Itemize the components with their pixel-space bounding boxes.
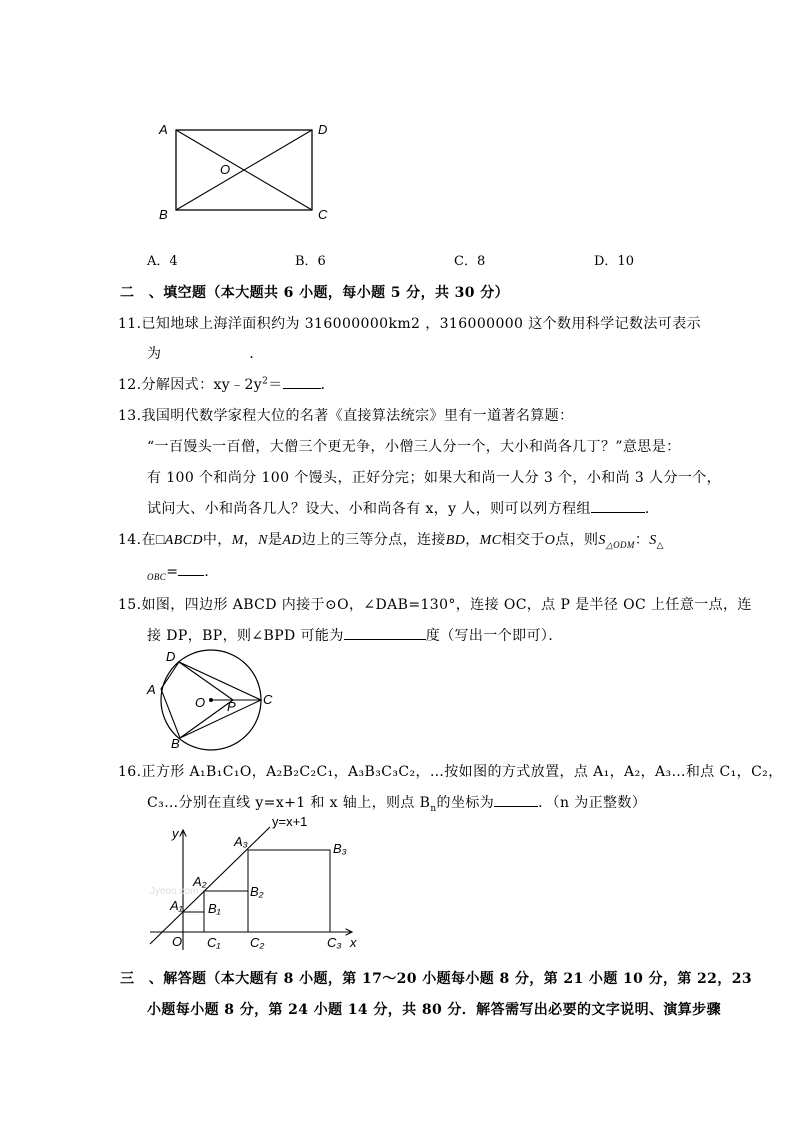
section2-title: 二 、填空题（本大题共 6 小题，每小题 5 分，共 30 分）: [120, 285, 510, 301]
label-B3: B₃: [333, 841, 347, 856]
label-B-circle: B: [171, 736, 180, 751]
q16-end: ．（n 为正整数）: [538, 795, 647, 811]
q14-m: M: [231, 533, 244, 548]
section3-line1: 三 、解答题（本大题有 8 小题，第 17～20 小题每小题 8 分，第 21 小题 10 分，第 22，23: [120, 971, 752, 987]
q16-text: C₃…分别在直线 y=x+1 和 x 轴上，则点 B: [147, 795, 431, 811]
q14-s1-sub: △ODM: [605, 539, 635, 550]
q14-p3: 是: [267, 532, 283, 548]
q14-eq: =: [166, 564, 179, 580]
label-A1: A₁: [170, 898, 183, 913]
q14-o: O: [544, 533, 556, 548]
q13-end: ．: [644, 501, 660, 517]
label-P-circle: P: [227, 699, 236, 714]
q14-s2: S: [649, 533, 657, 548]
q13-line3: 有 100 个和尚分 100 个馒头，正好分完；如果大和尚一人分 3 个，小和尚 3 人分一个，: [147, 470, 722, 486]
label-C3: C₃: [327, 935, 342, 950]
option-d[interactable]: D．10: [594, 254, 634, 269]
label-O-circle: O: [195, 695, 206, 710]
q11-end: ．: [249, 346, 264, 362]
label-B: B: [159, 207, 168, 222]
label-A2: A₂: [193, 874, 207, 889]
q14-n: N: [258, 533, 268, 548]
label-B2: B₂: [250, 884, 264, 899]
label-C2: C₂: [250, 935, 265, 950]
q14-c2: ，: [465, 532, 480, 548]
q13-line2: “一百馒头一百僧，大僧三个更无争，小僧三人分一个，大小和尚各几丁？”意思是：: [147, 439, 681, 455]
q15-line1: 15.如图，四边形 ABCD 内接于⊙O，∠DAB=130°，连接 OC，点 P 是半径 OC 上任意一点，连: [118, 597, 752, 613]
label-A: A: [159, 122, 168, 137]
q15-text: 接 DP，BP，则∠BPD 可能为: [147, 628, 344, 644]
label-B1: B₁: [208, 901, 221, 916]
q12-eq: ＝: [268, 377, 283, 393]
q13-text: 试问大、小和尚各几人？设大、小和尚各有 x，y 人，则可以列方程组: [147, 501, 591, 517]
option-b[interactable]: B．6: [295, 254, 326, 269]
label-O: O: [220, 162, 231, 177]
option-a[interactable]: A．4: [147, 254, 178, 269]
q14-s2-sub2: OBC: [147, 571, 167, 582]
q13-line1: 13.我国明代数学家程大位的名著《直接算法统宗》里有一道著名算题：: [118, 408, 574, 424]
label-y-axis: y: [172, 826, 179, 841]
q11-line1: 11.已知地球上海洋面积约为 316000000km2 ，316000000 这个数用科学记数法可表示: [118, 316, 702, 332]
q12-end: ．: [320, 377, 336, 393]
q14-s2-sub1: △: [656, 540, 664, 551]
q16-text2: 的坐标为: [436, 795, 495, 811]
q15-end: 度（写出一个即可）．: [425, 628, 563, 644]
q14-s1: S: [598, 533, 606, 548]
q14-p5: 相交于: [501, 532, 545, 548]
label-A-circle: A: [147, 682, 156, 697]
label-line-eq: y=x+1: [272, 814, 308, 829]
section3-line2: 小题每小题 8 分，第 24 小题 14 分，共 80 分．解答需写出必要的文字说明、演算步骤: [147, 1002, 721, 1018]
q14-p1: 14.在: [118, 532, 156, 548]
label-C: C: [318, 207, 328, 222]
q14-mc: MC: [479, 533, 502, 548]
q14-end: ．: [204, 564, 219, 580]
square-1: [183, 912, 204, 932]
label-D-circle: D: [166, 649, 176, 664]
q14-c1: ，: [243, 532, 259, 548]
q14-ad: AD: [282, 533, 302, 548]
label-C-circle: C: [263, 692, 273, 707]
q12-sup: 2: [262, 376, 269, 387]
label-D: D: [318, 122, 328, 137]
q14-p4: 边上的三等分点，连接: [301, 532, 446, 548]
q16-sub: n: [430, 803, 437, 814]
watermark: Jyeoo.com: [150, 886, 199, 897]
label-O-origin: O: [172, 934, 183, 949]
label-A3: A₃: [234, 834, 248, 849]
q14-p6: 点，则: [555, 532, 599, 548]
q12-prefix: 12.分解因式：xy﹣2y: [118, 377, 263, 393]
q14-parallelogram: □ABCD: [155, 533, 203, 548]
option-c[interactable]: C．8: [454, 254, 486, 269]
q16-line1: 16.正方形 A₁B₁C₁O，A₂B₂C₂C₁，A₃B₃C₃C₂，…按如图的方式放置，点 A₁，A₂，A₃…和点 C₁，C₂，: [118, 764, 783, 780]
q14-colon: ：: [634, 532, 650, 548]
label-C1: C₁: [207, 935, 221, 950]
q11-prefix: 为: [147, 346, 162, 362]
q14-p2: 中，: [202, 532, 232, 548]
label-x-axis: x: [350, 935, 357, 950]
q14-bd: BD: [445, 533, 466, 548]
